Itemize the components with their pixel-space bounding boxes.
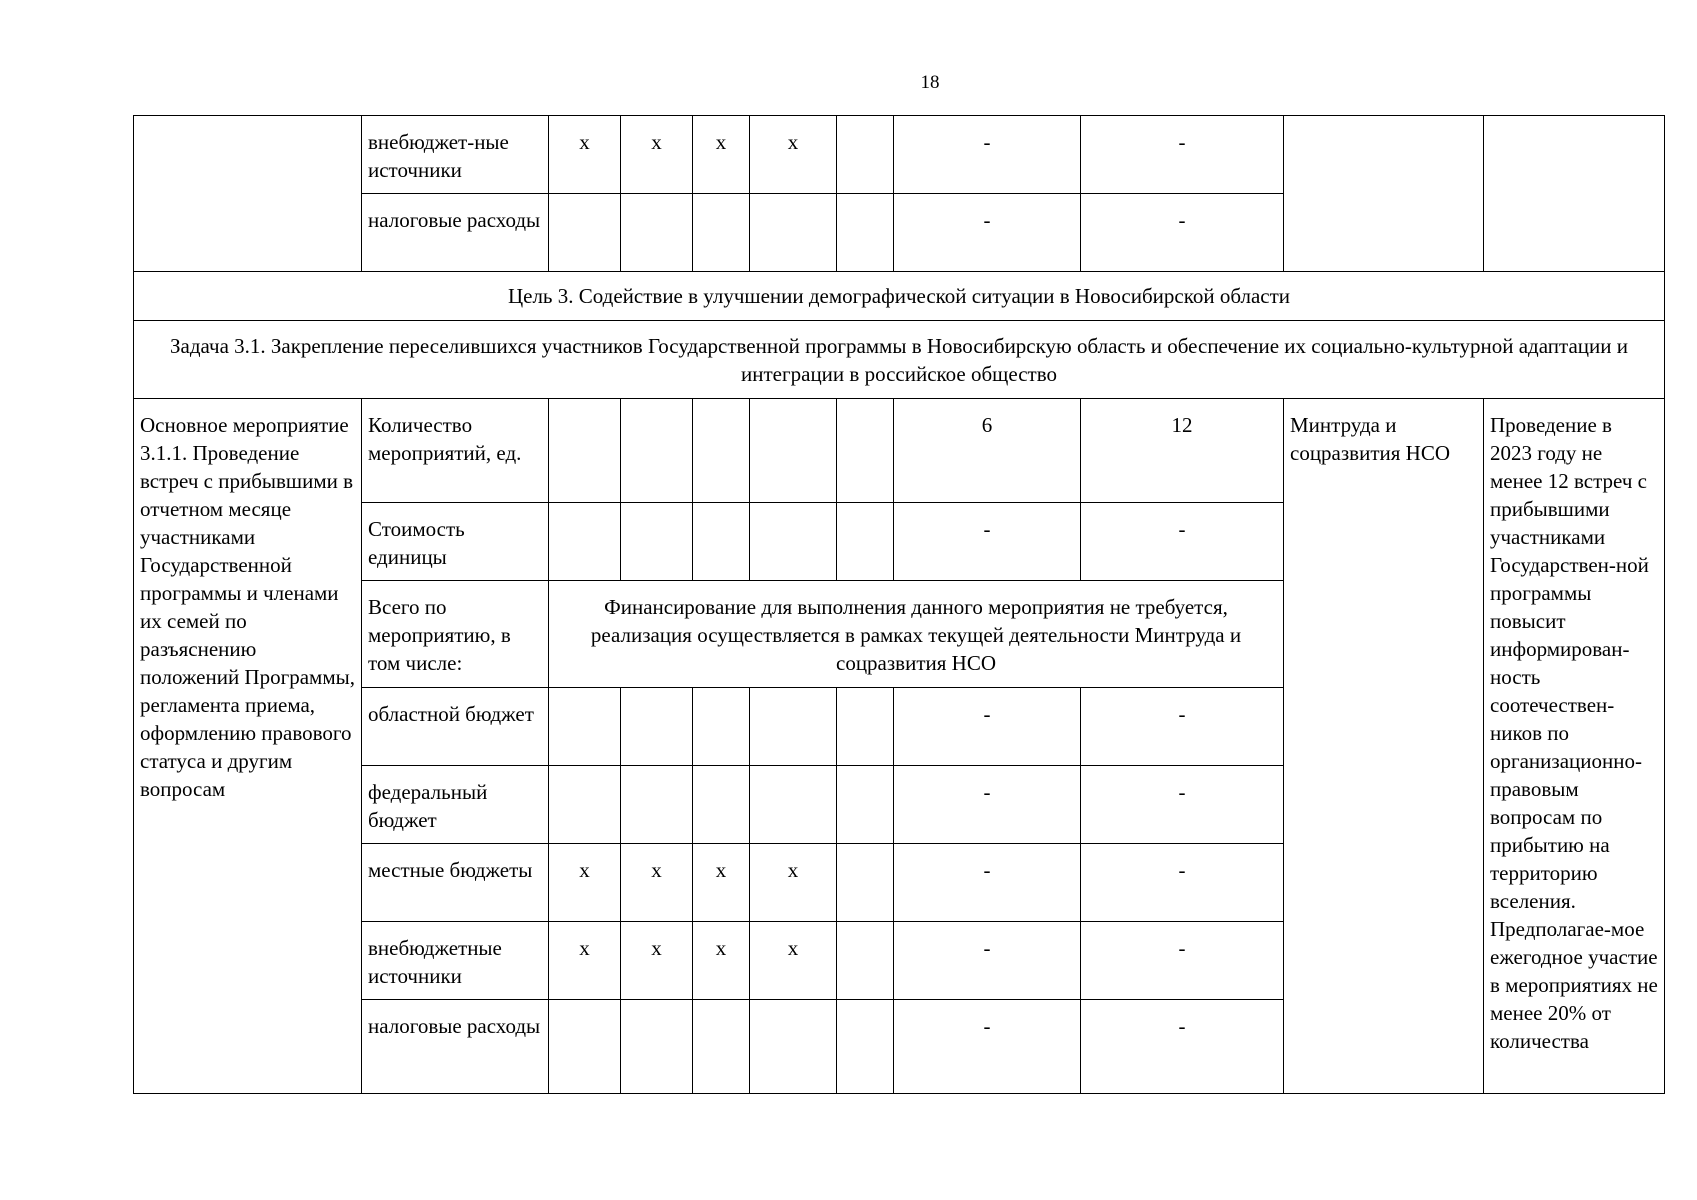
value-cell: - xyxy=(894,194,1081,272)
value-cell xyxy=(750,1000,837,1094)
empty-cell xyxy=(1284,116,1484,272)
value-cell xyxy=(837,503,894,581)
value-cell xyxy=(693,766,750,844)
budget-label: налоговые расходы xyxy=(362,1000,549,1094)
financing-note: Финансирование для выполнения данного мероприятия не требуется, реализация осуществляется в рамках текущей деятельности Минтруда и соцразвития НСО xyxy=(549,581,1284,688)
empty-cell xyxy=(1484,116,1665,272)
indicator-label: Стоимость единицы xyxy=(362,503,549,581)
value-cell: - xyxy=(1081,503,1284,581)
value-cell: - xyxy=(894,688,1081,766)
value-cell xyxy=(837,116,894,194)
value-cell: - xyxy=(1081,922,1284,1000)
page-number: 18 xyxy=(920,72,940,93)
value-cell xyxy=(693,399,750,503)
value-cell: - xyxy=(1081,766,1284,844)
value-cell xyxy=(549,194,621,272)
indicator-label: Количество мероприятий, ед. xyxy=(362,399,549,503)
value-cell xyxy=(837,1000,894,1094)
value-cell: x xyxy=(549,922,621,1000)
total-label: Всего по мероприятию, в том числе: xyxy=(362,581,549,688)
value-cell xyxy=(621,399,693,503)
value-cell: - xyxy=(894,1000,1081,1094)
value-cell xyxy=(837,922,894,1000)
value-cell: x xyxy=(693,844,750,922)
value-cell: - xyxy=(894,503,1081,581)
value-cell xyxy=(549,688,621,766)
value-cell: 12 xyxy=(1081,399,1284,503)
value-cell: x xyxy=(750,116,837,194)
executor-cell: Минтруда и соцразвития НСО xyxy=(1284,399,1484,1094)
value-cell xyxy=(837,766,894,844)
table-row xyxy=(134,399,1665,503)
value-cell: x xyxy=(693,116,750,194)
value-cell xyxy=(837,844,894,922)
value-cell xyxy=(621,194,693,272)
value-cell: - xyxy=(1081,688,1284,766)
budget-label: областной бюджет xyxy=(362,688,549,766)
value-cell: x xyxy=(750,922,837,1000)
value-cell xyxy=(693,194,750,272)
value-cell xyxy=(750,688,837,766)
value-cell xyxy=(549,399,621,503)
budget-label: внебюджетные источники xyxy=(362,922,549,1000)
value-cell: x xyxy=(621,116,693,194)
task-heading: Задача 3.1. Закрепление переселившихся участников Государственной программы в Новосибирскую область и обеспечение их социально-культурной адаптации и интеграции в российское общество xyxy=(134,321,1665,399)
result-cell: Проведение в 2023 году не менее 12 встреч с прибывшими участниками Государствен-ной программы повысит информирован-ность соотечествен-ников по организационно-правовым вопросам по прибытию на территорию вселения. Предполагае-мое ежегодное участие в мероприятиях не менее 20% от количества xyxy=(1484,399,1665,1094)
value-cell: x xyxy=(621,922,693,1000)
value-cell xyxy=(837,688,894,766)
value-cell: - xyxy=(894,766,1081,844)
value-cell xyxy=(750,503,837,581)
value-cell: x xyxy=(621,844,693,922)
source-label: внебюджет-ные источники xyxy=(362,116,549,194)
value-cell: - xyxy=(894,116,1081,194)
value-cell xyxy=(621,688,693,766)
value-cell xyxy=(693,688,750,766)
value-cell: x xyxy=(549,844,621,922)
value-cell xyxy=(621,766,693,844)
value-cell xyxy=(837,194,894,272)
value-cell xyxy=(750,399,837,503)
source-label: налоговые расходы xyxy=(362,194,549,272)
budget-label: федеральный бюджет xyxy=(362,766,549,844)
value-cell: - xyxy=(1081,194,1284,272)
value-cell: - xyxy=(1081,844,1284,922)
value-cell xyxy=(549,766,621,844)
value-cell: x xyxy=(549,116,621,194)
value-cell xyxy=(693,503,750,581)
table-row xyxy=(134,272,1665,321)
value-cell xyxy=(693,1000,750,1094)
value-cell xyxy=(549,503,621,581)
value-cell: 6 xyxy=(894,399,1081,503)
value-cell: x xyxy=(750,844,837,922)
value-cell: x xyxy=(693,922,750,1000)
value-cell xyxy=(549,1000,621,1094)
value-cell xyxy=(750,194,837,272)
empty-cell xyxy=(134,116,362,272)
value-cell: - xyxy=(1081,116,1284,194)
goal-heading: Цель 3. Содействие в улучшении демографической ситуации в Новосибирской области xyxy=(134,272,1665,321)
table-row xyxy=(134,116,1665,194)
value-cell xyxy=(621,503,693,581)
table-row xyxy=(134,321,1665,399)
activity-name: Основное мероприятие 3.1.1. Проведение встреч с прибывшими в отчетном месяце участниками Государственной программы и членами их семей по разъяснению положений Программы, регламента приема, оформлению правового статуса и другим вопросам xyxy=(134,399,362,1094)
value-cell: - xyxy=(894,844,1081,922)
budget-label: местные бюджеты xyxy=(362,844,549,922)
value-cell: - xyxy=(894,922,1081,1000)
value-cell xyxy=(621,1000,693,1094)
value-cell: - xyxy=(1081,1000,1284,1094)
value-cell xyxy=(837,399,894,503)
program-table xyxy=(133,115,1665,1094)
value-cell xyxy=(750,766,837,844)
